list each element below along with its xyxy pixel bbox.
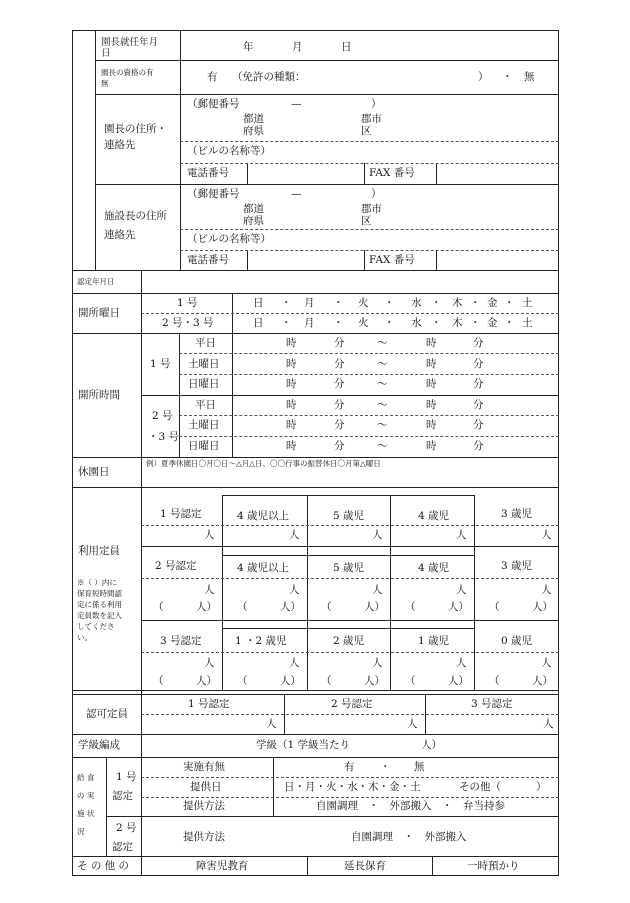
cap-paren-open: （ [405, 675, 416, 687]
v-line-indent [95, 30, 96, 270]
gun-2a: 郡市 [361, 203, 382, 215]
meal-other: その他（ [459, 781, 501, 793]
v-line-fax-2b [436, 250, 437, 270]
hour-mark: 時 [426, 358, 437, 370]
h-line-cap [141, 546, 559, 547]
meal-g2-2: 認定 [112, 841, 133, 853]
day-dot: ・ [504, 297, 515, 309]
meals-label-line: 施 状 [77, 809, 95, 818]
minute-mark: 分 [334, 337, 345, 349]
phone-label-2: 電話番号 [187, 254, 229, 266]
postal-close-1: ） [371, 98, 382, 110]
hour-mark: 時 [286, 440, 297, 452]
facility-address-label-1: 施設長の住所 [104, 210, 167, 222]
minute-mark: 分 [334, 440, 345, 452]
tilde-mark: ～ [377, 399, 388, 411]
cap-cert1: 1 号認定 [160, 508, 202, 520]
h-line [72, 856, 559, 857]
cap-person-r2: 人 [289, 584, 300, 596]
minute-mark: 分 [334, 399, 345, 411]
meal-dot: ・ [380, 761, 391, 773]
other-extended: 延長保育 [344, 860, 386, 872]
hour-mark: 時 [286, 358, 297, 370]
day-dot: ・ [384, 297, 395, 309]
cap-paren-open: （ [153, 675, 164, 687]
cap-paren-open: （ [237, 601, 248, 613]
holidays-example: 例）夏季休園日〇月〇日～△月△日、〇〇行事の振替休日〇月第△曜日 [146, 459, 381, 468]
day-2-5: 金 [487, 317, 498, 329]
hour-mark: 時 [426, 378, 437, 390]
capacity-note-line: 定員数を記入 [77, 611, 122, 620]
hours-day-saturday: 土曜日 [188, 358, 220, 370]
postal-label-2: （郵便番号 [187, 188, 240, 200]
cap-cert2: 2 号認定 [155, 560, 197, 572]
cap-paren-open: （ [489, 675, 500, 687]
tilde-mark: ～ [377, 440, 388, 452]
h-line-cap [222, 628, 474, 629]
cap-paren-open: （ [489, 601, 500, 613]
day-dot: ・ [333, 297, 344, 309]
cap-person-r1: 人 [456, 529, 467, 541]
tilde-mark: ～ [377, 337, 388, 349]
h-line [72, 757, 559, 758]
v-line-label [180, 30, 181, 270]
qualification-yes: 有 [207, 71, 218, 83]
cap-paren-close: 人） [448, 601, 469, 613]
day-dot: ・ [504, 317, 515, 329]
day-1-6: 土 [522, 297, 533, 309]
class-composition-label: 学級編成 [78, 739, 120, 751]
meals-label-line: 況 [77, 827, 85, 836]
h-line [72, 333, 559, 334]
hour-mark: 時 [426, 337, 437, 349]
meal-method-1: 自園調理 ・ 外部搬入 ・ 弁当持参 [316, 800, 505, 812]
cap-paren-open: （ [405, 601, 416, 613]
facility-address-label-2: 連絡先 [104, 229, 136, 241]
cap-person-r2: 人 [541, 584, 552, 596]
day-1-5: 金 [487, 297, 498, 309]
meal-days-text: 日・月・火・水・木・金・土 [284, 781, 421, 793]
day-2-2: 火 [358, 317, 369, 329]
meal-yes: 有 [344, 761, 355, 773]
minute-mark: 分 [473, 399, 484, 411]
gun-2b: 区 [361, 215, 372, 227]
v-line-other-a [307, 856, 308, 876]
approved-capacity-label: 認可定員 [86, 708, 128, 720]
h-dash [179, 436, 559, 437]
day-1-0: 日 [253, 297, 264, 309]
v-line-main-label [141, 270, 142, 876]
todo-1b: 府県 [243, 125, 264, 137]
cap-age4-2: 4 歳児 [418, 562, 450, 574]
director-address-label-1: 園長の住所・ [104, 123, 167, 135]
day-2-1: 月 [304, 317, 315, 329]
hours-group1: 1 号 [150, 358, 171, 370]
postal-label-1: （郵便番号 [187, 98, 240, 110]
hours-group2-line2: ・3 号 [148, 431, 180, 443]
day-2-4: 木 [452, 317, 463, 329]
other-temporary: 一時預かり [467, 860, 520, 872]
h-line-cap [222, 495, 474, 496]
day-dot: ・ [384, 317, 395, 329]
cap-person-r1: 人 [372, 529, 383, 541]
cap-age4plus-2: 4 歳児以上 [237, 562, 290, 574]
day-1-2: 火 [358, 297, 369, 309]
qualification-label-2: 無 [101, 79, 109, 88]
h-line [95, 94, 559, 95]
day-2-0: 日 [253, 317, 264, 329]
h-line [72, 457, 559, 458]
h-line-cap [141, 620, 559, 621]
fax-label-1: FAX 番号 [369, 167, 415, 179]
approved-c1: 1 号認定 [188, 698, 230, 710]
cap-paren-close: 人） [448, 675, 469, 687]
v-line-meal-outer [106, 757, 107, 856]
phone-label-1: 電話番号 [187, 167, 229, 179]
other-label: そ の 他 の [77, 860, 130, 872]
cap-person-r2: 人 [204, 584, 215, 596]
hour-mark: 時 [426, 419, 437, 431]
holidays-label: 休園日 [78, 466, 110, 478]
cap-person-r1: 人 [289, 529, 300, 541]
gun-1b: 区 [361, 125, 372, 137]
class-composition-close: 人） [421, 739, 442, 751]
h-dash-cap [141, 652, 559, 653]
cap-paren-close: 人） [196, 601, 217, 613]
day-1-1: 月 [304, 297, 315, 309]
cap-paren-close: 人） [364, 675, 385, 687]
h-dash [180, 163, 559, 164]
h-line [95, 184, 559, 185]
h-dash-cap [141, 578, 559, 579]
h-line [72, 694, 559, 695]
postal-dash-2: — [291, 188, 302, 200]
v-line-other-b [432, 856, 433, 876]
todo-2a: 都道 [243, 203, 264, 215]
cap-person-r1: 人 [541, 529, 552, 541]
hour-mark: 時 [426, 440, 437, 452]
h-dash [180, 229, 559, 230]
minute-mark: 分 [473, 378, 484, 390]
cap-paren-open: （ [237, 675, 248, 687]
minute-mark: 分 [334, 378, 345, 390]
tilde-mark: ～ [377, 378, 388, 390]
day-dot: ・ [431, 297, 442, 309]
h-line-cap [222, 555, 474, 556]
minute-mark: 分 [334, 419, 345, 431]
appointment-day: 日 [341, 41, 352, 53]
hour-mark: 時 [286, 337, 297, 349]
h-dash-cap [141, 525, 559, 526]
v-line-phone-1 [247, 163, 248, 184]
hour-mark: 時 [426, 399, 437, 411]
cap-person-r2: 人 [372, 584, 383, 596]
cap-age3-1: 3 歳児 [501, 508, 533, 520]
meal-g1-2: 認定 [112, 790, 133, 802]
day-dot: ・ [470, 297, 481, 309]
cap-person-r3: 人 [289, 657, 300, 669]
cap-age3-2: 3 歳児 [501, 560, 533, 572]
cap-age4plus-1: 4 歳児以上 [237, 510, 290, 522]
cap-paren-open: （ [153, 601, 164, 613]
cap-person-r3: 人 [456, 657, 467, 669]
meal-serving-days-label: 提供日 [190, 781, 222, 793]
qualification-dot: ・ [502, 71, 513, 83]
capacity-note-line: ※（ ）内に [77, 578, 117, 587]
tilde-mark: ～ [377, 419, 388, 431]
h-dash [141, 313, 559, 314]
fax-label-2: FAX 番号 [369, 254, 415, 266]
qualification-label-1: 園長の資格の有 [101, 68, 154, 77]
director-address-label-2: 連絡先 [104, 139, 136, 151]
meal-no: 無 [414, 761, 425, 773]
hour-mark: 時 [286, 399, 297, 411]
h-dash [141, 714, 559, 715]
day-dot: ・ [333, 317, 344, 329]
cap-paren-close: 人） [532, 675, 553, 687]
meal-g1-1: 1 号 [116, 771, 137, 783]
day-2-3: 水 [411, 317, 422, 329]
cap-person-r3: 人 [204, 657, 215, 669]
postal-close-2: ） [371, 188, 382, 200]
minute-mark: 分 [473, 419, 484, 431]
hour-mark: 時 [286, 419, 297, 431]
h-dash [179, 374, 559, 375]
hours-day-weekday: 平日 [195, 337, 216, 349]
h-line [72, 293, 559, 294]
todo-1a: 都道 [243, 113, 264, 125]
meals-label-line: の 実 [77, 791, 95, 800]
hour-mark: 時 [286, 378, 297, 390]
h-line [106, 816, 559, 817]
todo-2b: 府県 [243, 215, 264, 227]
appointment-month: 月 [292, 41, 303, 53]
h-dash [141, 777, 559, 778]
h-dash [180, 141, 559, 142]
opening-days-row2: 2 号・3 号 [162, 317, 214, 329]
other-disabled: 障害児教育 [196, 860, 249, 872]
capacity-note-line: い。 [77, 633, 92, 642]
appointment-label-1: 園長就任年月 [101, 37, 159, 48]
day-dot: ・ [281, 317, 292, 329]
cap-paren-close: 人） [364, 601, 385, 613]
h-line [95, 60, 559, 61]
v-line-fax-1b [436, 163, 437, 184]
cap-person-r2: 人 [456, 584, 467, 596]
cap-paren-open: （ [321, 601, 332, 613]
opening-days-label: 開所曜日 [78, 307, 120, 319]
approved-person-1: 人 [266, 718, 277, 730]
cap-age12: 1 ・2 歳児 [235, 635, 287, 647]
cap-person-r1: 人 [204, 529, 215, 541]
minute-mark: 分 [473, 440, 484, 452]
approved-c2: 2 号認定 [331, 698, 373, 710]
cap-person-r3: 人 [372, 657, 383, 669]
v-line-meal-inner [273, 757, 274, 816]
day-dot: ・ [470, 317, 481, 329]
building-label-1: （ビルの名称等） [187, 145, 271, 157]
meals-label-line: 給 食 [77, 773, 95, 782]
tilde-mark: ～ [377, 358, 388, 370]
approved-person-3: 人 [543, 718, 554, 730]
meal-method-label-1: 提供方法 [183, 800, 225, 812]
hours-group2-line1: 2 号 [152, 410, 173, 422]
h-dash [180, 250, 559, 251]
minute-mark: 分 [473, 337, 484, 349]
h-line [72, 270, 559, 271]
approved-person-2: 人 [407, 718, 418, 730]
minute-mark: 分 [334, 358, 345, 370]
h-dash [179, 353, 559, 354]
h-dash [141, 797, 559, 798]
meal-method-2: 自園調理 ・ 外部搬入 [351, 831, 467, 843]
v-line-phone-2 [247, 250, 248, 270]
class-composition-text: 学級（1 学級当たり [256, 739, 351, 751]
meal-g2-1: 2 号 [116, 822, 137, 834]
meal-method-label-2: 提供方法 [183, 831, 225, 843]
v-line-fax-2 [364, 250, 365, 270]
hours-day-sunday: 日曜日 [188, 440, 220, 452]
capacity-note-line: 保育短時間認 [77, 589, 122, 598]
cap-age2: 2 歳児 [333, 635, 365, 647]
license-type-label: （免許の種類： [232, 71, 306, 83]
capacity-label: 利用定員 [78, 545, 120, 557]
appointment-label-2: 日 [101, 48, 111, 59]
day-dot: ・ [281, 297, 292, 309]
appointment-year: 年 [243, 41, 254, 53]
cap-cert3: 3 号認定 [160, 635, 202, 647]
h-line [72, 690, 559, 691]
cap-age5-1: 5 歳児 [333, 510, 365, 522]
cap-age5-2: 5 歳児 [333, 562, 365, 574]
certification-date-label: 認定年月日 [77, 277, 115, 286]
h-dash [179, 415, 559, 416]
meal-other-close: ） [536, 781, 547, 793]
cap-age0: 0 歳児 [501, 635, 533, 647]
cap-paren-close: 人） [280, 675, 301, 687]
cap-age1: 1 歳児 [418, 635, 450, 647]
gun-1a: 郡市 [361, 113, 382, 125]
cap-paren-open: （ [321, 675, 332, 687]
qualification-no: 無 [524, 71, 535, 83]
minute-mark: 分 [473, 358, 484, 370]
cap-paren-close: 人） [280, 601, 301, 613]
building-label-2: （ビルの名称等） [187, 233, 271, 245]
postal-dash-1: — [291, 98, 302, 110]
approved-c3: 3 号認定 [471, 698, 513, 710]
hours-day-saturday: 土曜日 [188, 419, 220, 431]
day-2-6: 土 [522, 317, 533, 329]
v-line-fax-1 [364, 163, 365, 184]
capacity-note-line: してくださ [77, 622, 115, 631]
opening-days-row1: 1 号 [177, 297, 198, 309]
qualification-close: ） [478, 71, 489, 83]
cap-paren-close: 人） [532, 601, 553, 613]
opening-hours-label: 開所時間 [78, 389, 120, 401]
cap-person-r3: 人 [541, 657, 552, 669]
h-line [72, 734, 559, 735]
cap-paren-close: 人） [196, 675, 217, 687]
meal-implemented-label: 実施有無 [183, 761, 225, 773]
day-1-3: 水 [411, 297, 422, 309]
hours-day-weekday: 平日 [195, 399, 216, 411]
h-line [72, 487, 559, 488]
day-dot: ・ [431, 317, 442, 329]
h-line [141, 395, 559, 396]
hours-day-sunday: 日曜日 [188, 378, 220, 390]
day-1-4: 木 [452, 297, 463, 309]
cap-age4-1: 4 歳児 [418, 510, 450, 522]
capacity-note-line: 定に係る利用 [77, 600, 122, 609]
